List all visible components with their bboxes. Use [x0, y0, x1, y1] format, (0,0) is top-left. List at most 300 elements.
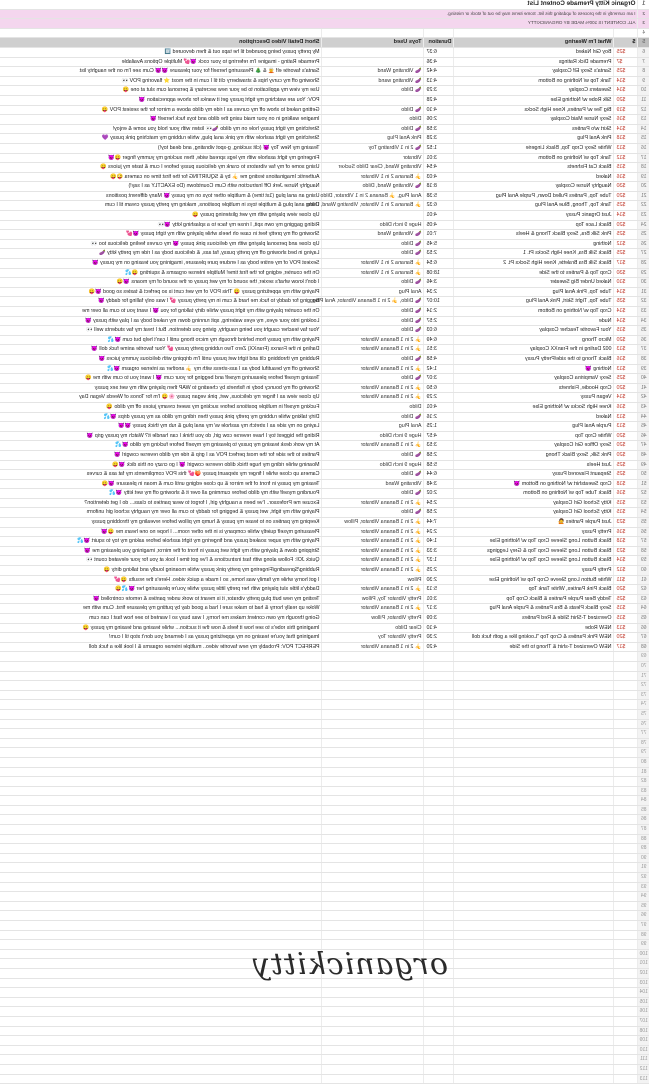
cell-duration[interactable]: 3:09	[424, 614, 454, 624]
cell-toys[interactable]	[322, 47, 424, 57]
empty-cell[interactable]	[454, 738, 614, 748]
empty-cell[interactable]	[0, 911, 322, 921]
cell-price[interactable]: $20	[614, 95, 638, 105]
cell-duration[interactable]: 2:14	[424, 307, 454, 317]
cell-duration[interactable]: 5:13	[424, 585, 454, 595]
cell-toys[interactable]: Anal Plug	[322, 287, 424, 297]
cell-duration[interactable]: 4:13	[424, 76, 454, 86]
empty-cell[interactable]	[454, 949, 614, 959]
row-number[interactable]: 111	[638, 1055, 649, 1065]
empty-cell[interactable]	[454, 959, 614, 969]
cell-description[interactable]: Imagine walking in on your maid using the dildo and toys fuck herself 😈	[0, 115, 322, 125]
row-number[interactable]: 17	[638, 153, 649, 163]
empty-cell[interactable]	[614, 729, 638, 739]
cell-toys[interactable]: 🍌 2 in 1 Banana Vibrator	[322, 585, 424, 595]
row-number[interactable]: 89	[638, 844, 649, 854]
cell-toys[interactable]: 🍌 2 in 1 Banana Vibrator	[322, 537, 424, 547]
row-number[interactable]: 5	[638, 38, 649, 48]
empty-cell[interactable]	[614, 796, 638, 806]
cell-price[interactable]: $20	[614, 335, 638, 345]
empty-cell[interactable]	[0, 873, 322, 883]
cell-duration[interactable]: 3:51	[424, 345, 454, 355]
row-number[interactable]: 41	[638, 383, 649, 393]
row-number[interactable]: 16	[638, 143, 649, 153]
row-number[interactable]: 94	[638, 892, 649, 902]
empty-cell[interactable]	[424, 901, 454, 911]
cell-title[interactable]: Crop Sweatshirt w/ Nothing on Bottom 😈	[454, 479, 614, 489]
empty-cell[interactable]	[614, 882, 638, 892]
cell-toys[interactable]: 🍆 Vibrating wand	[322, 76, 424, 86]
empty-cell[interactable]	[614, 873, 638, 883]
cell-description[interactable]: Up close view as I finger my delicious, wet, pink vegan pussy 🌸😛 I'm for Tonos of Weeds Vegan Day	[0, 393, 322, 403]
row-number[interactable]: 51	[638, 479, 649, 489]
empty-cell[interactable]	[454, 1007, 614, 1017]
cell-description[interactable]: Woke up really horny & had to make sure I had a good day by putting my pleasure first. Cum with me	[0, 604, 322, 614]
cell-description[interactable]: Showing off my curvy hips & strawberry clit til I cum in the most ⭐ flavoring POV 👀	[0, 76, 322, 86]
cell-description[interactable]: Begging for daddy to fuck me hard & cum in my pretty pussy 💕 I was only falling for daddy 😈	[0, 297, 322, 307]
cell-description[interactable]: Up close and personal playing with my delicious pink pussy 😈 my curves feeling delicious too 👀	[0, 239, 322, 249]
cell-price[interactable]: $13	[614, 422, 638, 432]
empty-cell[interactable]	[424, 671, 454, 681]
row-number[interactable]: 110	[638, 1045, 649, 1055]
cell-description[interactable]: Stripping down & playing with my tight wet pussy in front of the mirror, imagining you pleasing me 😈	[0, 546, 322, 556]
empty-cell[interactable]	[424, 786, 454, 796]
empty-cell[interactable]	[322, 681, 424, 691]
cell-title[interactable]: Stepaunt Flavored Pussy	[454, 470, 614, 480]
row-number[interactable]: 27	[638, 249, 649, 259]
cell-price[interactable]: $14	[614, 316, 638, 326]
row-number[interactable]: 109	[638, 1036, 649, 1046]
cell-duration[interactable]: 4:54	[424, 163, 454, 173]
cell-description[interactable]: Rubbing my throbbing clit and tight wet pussy until I'm dripping with delicious yummy juices 😈	[0, 354, 322, 364]
row-number[interactable]: 105	[638, 997, 649, 1007]
cell-price[interactable]: $20	[614, 383, 638, 393]
row-number[interactable]: 91	[638, 863, 649, 873]
empty-cell[interactable]	[454, 815, 614, 825]
cell-toys[interactable]: 🍆 Dildo	[322, 508, 424, 518]
empty-cell[interactable]	[614, 661, 638, 671]
row-number[interactable]: 101	[638, 959, 649, 969]
cell-price[interactable]: $20	[614, 441, 638, 451]
empty-cell[interactable]	[0, 1016, 322, 1026]
empty-cell[interactable]	[322, 921, 424, 931]
row-number[interactable]: 87	[638, 825, 649, 835]
empty-cell[interactable]	[454, 968, 614, 978]
row-number[interactable]: 49	[638, 460, 649, 470]
cell-duration[interactable]: 18:08	[424, 268, 454, 278]
empty-cell[interactable]	[454, 882, 614, 892]
row-number[interactable]: 86	[638, 815, 649, 825]
cell-toys[interactable]: 🍌 Banana 2 in 1 Vibrator	[322, 172, 424, 182]
cell-title[interactable]: Black Silk Bra, Knee High Socks Pt. 1	[454, 249, 614, 259]
row-number[interactable]: 24	[638, 220, 649, 230]
cell-price[interactable]: $16	[614, 354, 638, 364]
empty-cell[interactable]	[614, 805, 638, 815]
row-number[interactable]: 14	[638, 124, 649, 134]
row-number[interactable]: 65	[638, 614, 649, 624]
cell-duration[interactable]: 4:05	[424, 220, 454, 230]
cell-title[interactable]: Kitty School Girl Cosplay	[454, 498, 614, 508]
cell-toys[interactable]: Anal Plug, 🍌 Banana 2 in 1 Vibrator, Dildo	[322, 191, 424, 201]
cell-toys[interactable]	[322, 211, 424, 221]
empty-cell[interactable]	[454, 1036, 614, 1046]
cell-title[interactable]: Sexy Black Pleats & Bra Panties & Purple Anal Plug	[454, 604, 614, 614]
row-number[interactable]: 106	[638, 1007, 649, 1017]
row-number[interactable]: 67	[638, 633, 649, 643]
empty-cell[interactable]	[454, 1026, 614, 1036]
empty-cell[interactable]	[454, 729, 614, 739]
empty-cell[interactable]	[614, 949, 638, 959]
empty-cell[interactable]	[454, 652, 614, 662]
cell-description[interactable]: Riding gagging my own spit, I rinse my face to a splashing kitty 😈👀	[0, 220, 322, 230]
row-number[interactable]: 82	[638, 777, 649, 787]
cell-duration[interactable]: 3:17	[424, 604, 454, 614]
cell-duration[interactable]: 3:01	[424, 153, 454, 163]
cell-toys[interactable]: 🍌 2 in 1 Banana Vibrator	[322, 393, 424, 403]
cell-price[interactable]: $17	[614, 642, 638, 652]
cell-title[interactable]: Naked Under Big Sweater	[454, 278, 614, 288]
cell-description[interactable]: Panties to the side for the most perfect POV as I grip & ride my dildo reverse cowgirl 😈	[0, 450, 322, 460]
row-number[interactable]: 6	[638, 47, 649, 57]
sheet-title[interactable]: Organic Kitty Premade Content List	[0, 0, 638, 9]
cell-toys[interactable]: Vibrating Wand, Clear Dildo Sucker	[322, 163, 424, 173]
cell-price[interactable]: $30	[614, 182, 638, 192]
row-number[interactable]: 21	[638, 191, 649, 201]
empty-cell[interactable]	[454, 844, 614, 854]
row-number[interactable]: 44	[638, 412, 649, 422]
cell-toys[interactable]: Huge 9 inch Dildo	[322, 460, 424, 470]
cell-price[interactable]: $13	[614, 345, 638, 355]
empty-cell[interactable]	[322, 805, 424, 815]
cell-price[interactable]: $14	[614, 393, 638, 403]
cell-title[interactable]: Black Cat Fishnets	[454, 163, 614, 173]
cell-title[interactable]: Crop Top & Panties to the Side	[454, 268, 614, 278]
empty-cell[interactable]	[614, 863, 638, 873]
empty-cell[interactable]	[322, 815, 424, 825]
cell-description[interactable]: Stretching my tight pussy hole on my dildo 🍆👀 listen with your hold you some & enjoy!	[0, 124, 322, 134]
cell-price[interactable]: $18	[614, 479, 638, 489]
cell-price[interactable]: $15	[614, 326, 638, 336]
empty-cell[interactable]	[424, 882, 454, 892]
empty-cell[interactable]	[454, 1045, 614, 1055]
cell-duration[interactable]: 7:44	[424, 518, 454, 528]
cell-price[interactable]: $16	[614, 402, 638, 412]
row-number[interactable]: 61	[638, 575, 649, 585]
cell-toys[interactable]: 🍌 2 in 1 Banana Vibrator	[322, 441, 424, 451]
cell-description[interactable]: On the counter playing with my tight pussy while dirty talking for you 😈 I want you to cum all over me	[0, 307, 322, 317]
empty-cell[interactable]	[0, 834, 322, 844]
header-duration[interactable]: Duration	[424, 38, 454, 48]
empty-cell[interactable]	[454, 1055, 614, 1065]
cell-price[interactable]: $20	[614, 191, 638, 201]
cell-description[interactable]: Playing with my pussy from behind through my micro thong until I can't help but cum 😈💦	[0, 335, 322, 345]
cell-description[interactable]: I got horny while my family was home, so I made a quick video. Here's the results 😛💕	[0, 575, 322, 585]
empty-cell[interactable]	[0, 853, 322, 863]
row-number[interactable]: 35	[638, 326, 649, 336]
empty-cell[interactable]	[424, 652, 454, 662]
cell-description[interactable]: Dirty talking while rubbing my pretty pink pussy then riding my dildo as my pussy drips 😈💦	[0, 412, 322, 422]
row-number[interactable]: 90	[638, 853, 649, 863]
empty-cell[interactable]	[614, 757, 638, 767]
cell-toys[interactable]: 🍌 2 in 1 Banana Vibrator	[322, 498, 424, 508]
cell-toys[interactable]: Anal Plug	[322, 422, 424, 432]
empty-cell[interactable]	[614, 978, 638, 988]
cell-description[interactable]: Showing off my bouncy body in fishnets by cheating to WAP then playing with my wet sex pussy	[0, 383, 322, 393]
cell-description[interactable]: Naughty Nurse Jerk Off Instruction with Cum Countdown (Do EXACTLY as I say!)	[0, 182, 322, 192]
row-number[interactable]: 19	[638, 172, 649, 182]
cell-title[interactable]: Tube Top, Panties Pulled Down, Purple Anal Plug	[454, 191, 614, 201]
cell-price[interactable]: $18	[614, 537, 638, 547]
cell-price[interactable]: $14	[614, 76, 638, 86]
cell-description[interactable]: Premade Rating - imagine I'm referring to your cock 😈💕 Multiple Options Available	[0, 57, 322, 67]
empty-cell[interactable]	[614, 815, 638, 825]
cell-description[interactable]: Testing my new butt plug pretty vibrator, it is meant to work under panties & remote controlled 😈	[0, 594, 322, 604]
empty-cell[interactable]	[454, 873, 614, 883]
empty-cell[interactable]	[614, 901, 638, 911]
header-title[interactable]: What I'm Wearing	[454, 38, 614, 48]
empty-cell[interactable]	[454, 863, 614, 873]
cell-description[interactable]: Playing with my tight, wet pussy & begging for daddy to cum all over my naughty school girl uniform	[0, 508, 322, 518]
cell-duration[interactable]: 2:53	[424, 249, 454, 259]
cell-price[interactable]: $10	[614, 278, 638, 288]
empty-cell[interactable]	[614, 671, 638, 681]
empty-cell[interactable]	[614, 690, 638, 700]
empty-cell[interactable]	[424, 1036, 454, 1046]
cell-price[interactable]: $17	[614, 259, 638, 269]
cell-title[interactable]: Micro Thong	[454, 335, 614, 345]
cell-duration[interactable]: 6:50	[424, 383, 454, 393]
empty-cell[interactable]	[322, 652, 424, 662]
cell-toys[interactable]: 🍆 Dildo	[322, 105, 424, 115]
empty-cell[interactable]	[322, 729, 424, 739]
cell-price[interactable]: $13	[614, 623, 638, 633]
empty-cell[interactable]	[454, 997, 614, 1007]
row-number[interactable]: 34	[638, 316, 649, 326]
row-number[interactable]: 84	[638, 796, 649, 806]
empty-cell[interactable]	[322, 1016, 424, 1026]
cell-description[interactable]: Imagining that you're teasing on my appetizing pussy as I demand you don't stop til I cum!	[0, 633, 322, 643]
empty-cell[interactable]	[424, 853, 454, 863]
cell-description[interactable]: Using an anal plug (1st time) & multiple other toys on my pussy 😈 Many different positions	[0, 191, 322, 201]
cell-title[interactable]: Pink Silk, Sexy Black Thong	[454, 450, 614, 460]
empty-cell[interactable]	[0, 700, 322, 710]
cell-duration[interactable]: 6:54	[424, 259, 454, 269]
cell-price[interactable]: $25	[614, 374, 638, 384]
row-number[interactable]: 108	[638, 1026, 649, 1036]
cell-description[interactable]: Camera up close while I finger my stepaunt pussy 🍑💕 this POV compliments my fat ass & curves	[0, 470, 322, 480]
cell-title[interactable]: Pretty Pussy	[454, 566, 614, 576]
cell-price[interactable]: $25	[614, 470, 638, 480]
row-number[interactable]: 43	[638, 402, 649, 412]
empty-cell[interactable]	[614, 767, 638, 777]
row-number[interactable]: 30	[638, 278, 649, 288]
cell-title[interactable]: Black Button Long Sleeve Crop Top & Grey Leggings	[454, 546, 614, 556]
empty-cell[interactable]	[614, 700, 638, 710]
empty-cell[interactable]	[0, 805, 322, 815]
cell-toys[interactable]: 🍆 Dildo	[322, 489, 424, 499]
empty-cell[interactable]	[614, 1074, 638, 1084]
cell-description[interactable]: Imagining this robe's to see how it feels & now the it suction... while teasing and teasing my pussy 😛	[0, 623, 322, 633]
cell-toys[interactable]: 🍆 Dildo, 🍌 2 in 1 Banana Vibrator, Anal Plug	[322, 297, 424, 307]
cell-price[interactable]: $35	[614, 297, 638, 307]
header-price[interactable]: $	[614, 38, 638, 48]
cell-title[interactable]: Purple Anal Plug	[454, 422, 614, 432]
cell-duration[interactable]: 4:57	[424, 431, 454, 441]
row-number[interactable]: 58	[638, 546, 649, 556]
cell-duration[interactable]: 3:01	[424, 594, 454, 604]
cell-duration[interactable]: 3:58	[424, 124, 454, 134]
row-number[interactable]: 77	[638, 729, 649, 739]
cell-title[interactable]: Tank Top w/ Nothing on Bottom	[454, 153, 614, 163]
cell-price[interactable]: $15	[614, 614, 638, 624]
empty-cell[interactable]	[454, 748, 614, 758]
cell-title[interactable]: Nude	[454, 316, 614, 326]
row-number[interactable]: 75	[638, 709, 649, 719]
sheet-subtitle-1[interactable]: I am currently in the process of updating this list. Some items may be out of stock or missing.	[0, 9, 638, 19]
cell-title[interactable]: Tank Top, Thong, Blue Anal Plug	[454, 201, 614, 211]
empty-cell[interactable]	[454, 661, 614, 671]
cell-duration[interactable]: 5:45	[424, 239, 454, 249]
cell-price[interactable]: $25	[614, 460, 638, 470]
cell-duration[interactable]: 1:40	[424, 537, 454, 547]
cell-title[interactable]: NEW Pink Panties & Crop Top "Looking like a goth fuck doll	[454, 633, 614, 643]
empty-cell[interactable]	[424, 834, 454, 844]
cell-duration[interactable]: 1:42	[424, 364, 454, 374]
empty-cell[interactable]	[322, 834, 424, 844]
cell-price[interactable]: $14	[614, 86, 638, 96]
row-number[interactable]: 28	[638, 259, 649, 269]
cell-toys[interactable]: Vibrator	[322, 153, 424, 163]
cell-duration[interactable]: 2:34	[424, 287, 454, 297]
cell-title[interactable]: Nothing	[454, 239, 614, 249]
cell-description[interactable]: At my work desk teasing my pussy to pleasing my myself before fucking my dildo 😈💦	[0, 441, 322, 451]
cell-title[interactable]: Premade Dick Ratings	[454, 57, 614, 67]
empty-cell[interactable]	[424, 911, 454, 921]
cell-title[interactable]: Black Button Long Sleeve Crop Top w/ Nothing Else	[454, 556, 614, 566]
empty-cell[interactable]	[0, 748, 322, 758]
cell-toys[interactable]: Pink Anal Plug	[322, 134, 424, 144]
empty-cell[interactable]	[424, 1045, 454, 1055]
cell-title[interactable]: Skirt w/o Panties	[454, 124, 614, 134]
cell-description[interactable]: Moaning while riding my huge thick dildo reverse cowgirl 😈 I go crazy on this dick 😈😛	[0, 460, 322, 470]
empty-cell[interactable]	[0, 1036, 322, 1046]
empty-cell[interactable]	[424, 729, 454, 739]
cell-price[interactable]: $15	[614, 498, 638, 508]
cell-price[interactable]: $14	[614, 307, 638, 317]
cell-title[interactable]: Sexy Nurse Maid Cosplay	[454, 115, 614, 125]
row-number[interactable]: 26	[638, 239, 649, 249]
cell-duration[interactable]: 6:37	[424, 47, 454, 57]
cell-price[interactable]: $25	[614, 594, 638, 604]
row-number[interactable]: 74	[638, 700, 649, 710]
cell-description[interactable]: Going through my own content makes me horny, I was busy so I wanted to see how fast I can cum	[0, 614, 322, 624]
row-number[interactable]: 69	[638, 652, 649, 662]
row-number[interactable]: 104	[638, 988, 649, 998]
cell-title[interactable]: Sexy Office Girl Cosplay	[454, 441, 614, 451]
empty-cell[interactable]	[424, 1064, 454, 1074]
empty-cell[interactable]	[322, 892, 424, 902]
empty-cell[interactable]	[614, 959, 638, 969]
cell-duration[interactable]: 4:58	[424, 354, 454, 364]
row-number[interactable]: 25	[638, 230, 649, 240]
empty-cell[interactable]	[424, 997, 454, 1007]
empty-cell[interactable]	[424, 777, 454, 787]
cell-description[interactable]: Santa's favorite elf 🧝 & 🎄 Pleasuring herself for your pleasure 😈😈 Cum see I'm on the naughty list	[0, 67, 322, 77]
row-number[interactable]: 71	[638, 671, 649, 681]
empty-cell[interactable]	[322, 671, 424, 681]
cell-price[interactable]: $14	[614, 287, 638, 297]
row-number[interactable]: 72	[638, 681, 649, 691]
cell-toys[interactable]: Pretty Vibrator Toy, Pillow	[322, 594, 424, 604]
empty-cell[interactable]	[454, 1016, 614, 1026]
row-number[interactable]: 99	[638, 940, 649, 950]
empty-cell[interactable]	[0, 661, 322, 671]
row-number[interactable]: 29	[638, 268, 649, 278]
cell-description[interactable]: Authentic Imaginations testing me 🍌 by & SQUIRTING for the first time on camera 😜😛	[0, 172, 322, 182]
cell-toys[interactable]: 🍆 Dildo	[322, 470, 424, 480]
cell-description[interactable]: POV: You are watching my tight pussy get it wanks for shove appreciation 😈	[0, 95, 322, 105]
cell-toys[interactable]: Pillow	[322, 575, 424, 585]
cell-price[interactable]: $15	[614, 163, 638, 173]
row-number[interactable]: 62	[638, 585, 649, 595]
empty-cell[interactable]	[424, 1074, 454, 1084]
cell-toys[interactable]: 🍆 Dildo	[322, 326, 424, 336]
empty-cell[interactable]	[454, 901, 614, 911]
cell-price[interactable]: $16	[614, 172, 638, 182]
empty-cell[interactable]	[424, 805, 454, 815]
row-number[interactable]: 52	[638, 489, 649, 499]
empty-cell[interactable]	[614, 853, 638, 863]
empty-cell[interactable]	[0, 729, 322, 739]
empty-cell[interactable]	[322, 1055, 424, 1065]
cell-toys[interactable]: 🍌 2 in 1 Banana Vibrator, Pillow	[322, 518, 424, 528]
empty-cell[interactable]	[614, 738, 638, 748]
cell-toys[interactable]: Vibrating Wand	[322, 479, 424, 489]
row-number[interactable]: 3	[638, 19, 649, 29]
cell-duration[interactable]: 2:54	[424, 498, 454, 508]
empty-cell[interactable]	[424, 700, 454, 710]
empty-cell[interactable]	[0, 863, 322, 873]
empty-cell[interactable]	[322, 1036, 424, 1046]
empty-cell[interactable]	[0, 825, 322, 835]
empty-cell[interactable]	[454, 777, 614, 787]
cell-title[interactable]: Just Heels	[454, 460, 614, 470]
empty-cell[interactable]	[322, 738, 424, 748]
empty-cell[interactable]	[424, 921, 454, 931]
empty-cell[interactable]	[454, 757, 614, 767]
row-number[interactable]: 40	[638, 374, 649, 384]
row-number[interactable]: 96	[638, 911, 649, 921]
cell-title[interactable]: White Sexy Crop Top, Black Lingerie	[454, 143, 614, 153]
empty-cell[interactable]	[0, 652, 322, 662]
cell-description[interactable]: Showing off my pretty feet in case oh heels while playing with my tight pussy 😈💕	[0, 230, 322, 240]
row-number[interactable]: 103	[638, 978, 649, 988]
empty-cell[interactable]	[322, 1007, 424, 1017]
cell-toys[interactable]: 🍆 Dildo	[322, 239, 424, 249]
empty-cell[interactable]	[322, 1045, 424, 1055]
cell-description[interactable]: On the counter, edging for the first time! Multiple intense orgasms & squirting 😛💦	[0, 268, 322, 278]
header-description[interactable]: Short Detail Video Description	[0, 38, 322, 48]
cell-price[interactable]: $11	[614, 575, 638, 585]
empty-cell[interactable]	[424, 767, 454, 777]
cell-description[interactable]: Quick JOI: Follow along with fast instructions & I've got time I look at you for your elevated count 👀	[0, 556, 322, 566]
cell-toys[interactable]: 🍆 Dildo	[322, 86, 424, 96]
cell-price[interactable]: $20	[614, 431, 638, 441]
cell-title[interactable]: NEW Oversized T-shirt & Thong to the Side	[454, 642, 614, 652]
empty-cell[interactable]	[614, 892, 638, 902]
empty-cell[interactable]	[0, 719, 322, 729]
empty-cell[interactable]	[322, 1074, 424, 1084]
